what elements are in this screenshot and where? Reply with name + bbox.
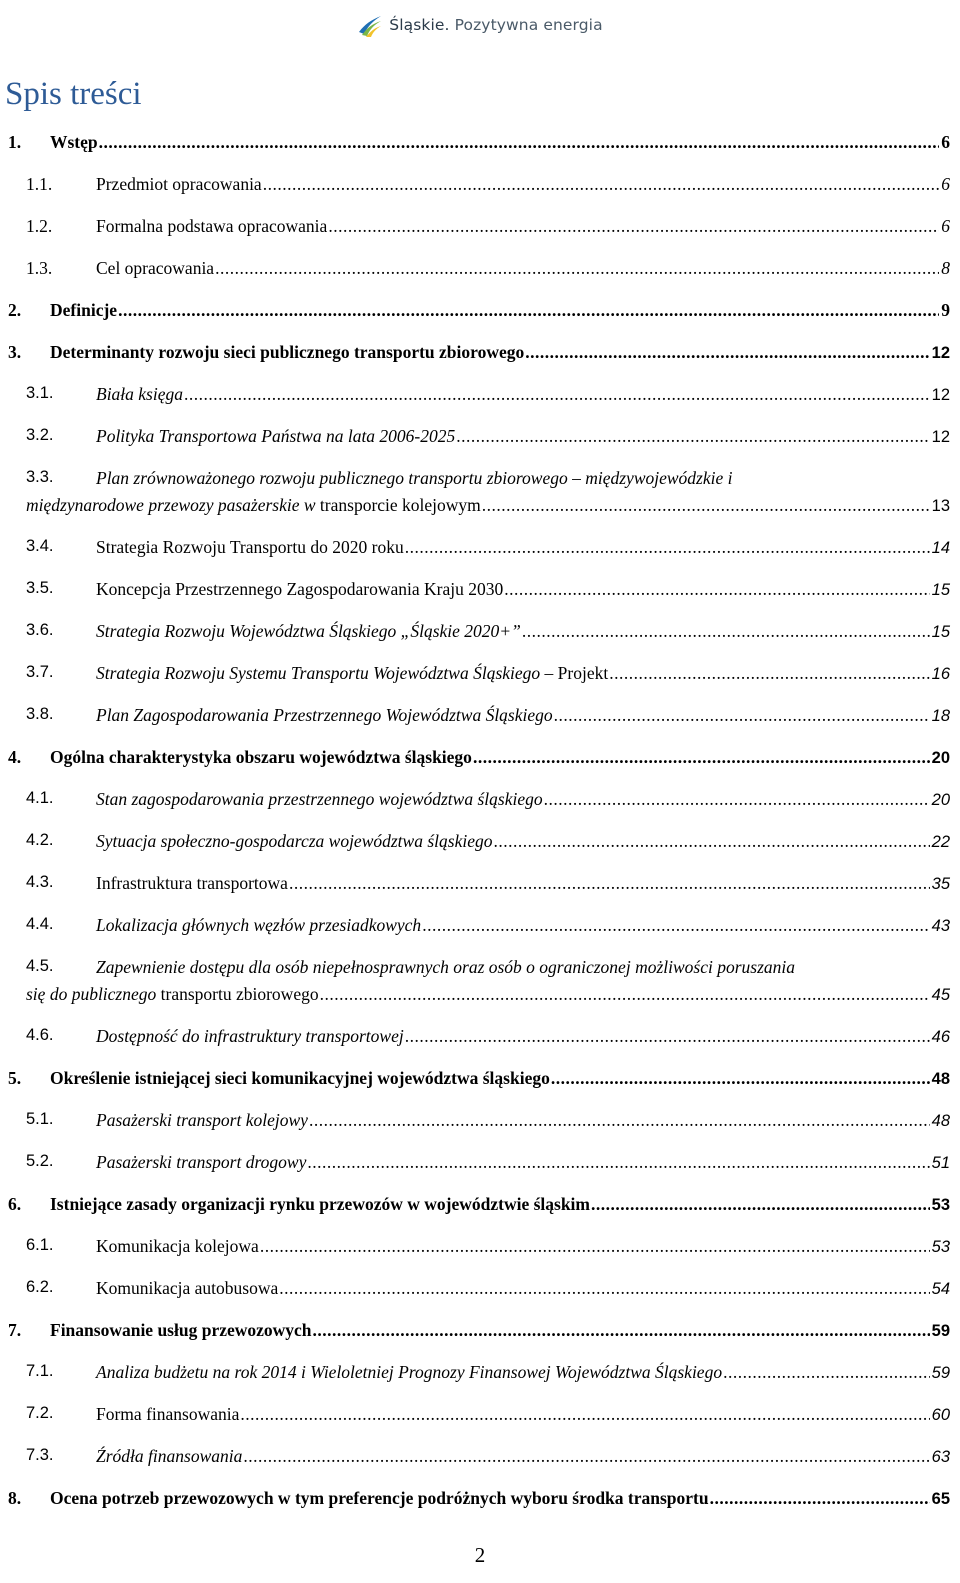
leader-dots: [544, 789, 930, 810]
toc-entry-page: 13: [931, 497, 950, 515]
toc-entry-number: 3.: [8, 342, 22, 362]
toc-entry-number: 5.: [8, 1068, 22, 1088]
leader-dots: [279, 1278, 929, 1299]
leader-dots: [215, 258, 939, 279]
toc-entry-page: 6: [941, 216, 950, 236]
toc-entry-number: 3.7.: [26, 663, 54, 681]
toc-entry-number: 4.: [8, 747, 22, 767]
leader-dots: [263, 174, 940, 195]
leader-dots: [493, 831, 929, 852]
leader-dots: [522, 621, 930, 642]
toc-entry-number: 3.1.: [26, 384, 54, 402]
toc-entry-title: Lokalizacja głównych węzłów przesiadkowych: [96, 915, 422, 935]
leader-dots: [240, 1404, 929, 1425]
toc-entry-page: 20: [931, 791, 950, 809]
toc-entry-title-continued-rest: transporcie kolejowym: [315, 495, 481, 515]
toc-entry-number: 3.3.: [26, 468, 54, 486]
toc-entry-number: 4.4.: [26, 915, 54, 933]
toc-title: Spis treści: [5, 76, 142, 112]
toc-entry-page: 15: [931, 623, 950, 641]
toc-entry-page: 53: [931, 1196, 950, 1214]
toc-entry-title: Komunikacja autobusowa: [96, 1278, 279, 1298]
toc-entry-page: 60: [931, 1406, 950, 1424]
toc-entry-page: 9: [941, 300, 950, 320]
leader-dots: [307, 1152, 929, 1173]
leader-dots: [405, 1026, 930, 1047]
toc-entry-title: Koncepcja Przestrzennego Zagospodarowania Kraju 2030: [96, 579, 504, 599]
page-number: 2: [474, 1543, 486, 1567]
toc-entry-title: Przedmiot opracowania: [96, 174, 262, 194]
leader-dots: [99, 132, 940, 153]
toc-entry-page: 14: [931, 539, 950, 557]
toc-entry-title: Sytuacja społeczno-gospodarcza województwa śląskiego: [96, 831, 493, 851]
toc-entry-number: 3.8.: [26, 705, 54, 723]
leader-dots: [591, 1194, 930, 1215]
brand-name: Śląskie.: [389, 16, 450, 34]
toc-entry-title: Infrastruktura transportowa: [96, 873, 288, 893]
toc-entry-title: Ocena potrzeb przewozowych w tym preferencje podróżnych wyboru środka transportu: [50, 1488, 709, 1508]
toc-entry-number: 3.4.: [26, 537, 54, 555]
toc-entry-page: 6: [941, 132, 950, 152]
toc-entry-title: Pasażerski transport kolejowy: [96, 1110, 308, 1130]
leader-dots: [320, 984, 930, 1005]
toc-entry-page: 35: [931, 875, 950, 893]
toc-entry-page: 20: [931, 749, 950, 767]
leader-dots: [422, 915, 929, 936]
toc-entry-title: Strategia Rozwoju Województwa Śląskiego „Śląskie 2020+”: [96, 621, 521, 641]
toc-entry-title: Stan zagospodarowania przestrzennego województwa śląskiego: [96, 789, 543, 809]
toc-entry-title: Determinanty rozwoju sieci publicznego transportu zbiorowego: [50, 342, 525, 362]
toc-entry-page: 59: [931, 1364, 950, 1382]
leader-dots: [504, 579, 929, 600]
toc-entry-title-continued: się do publicznego: [26, 984, 157, 1004]
toc-entry-page: 12: [931, 428, 950, 446]
toc-entry-title: Zapewnienie dostępu dla osób niepełnosprawnych oraz osób o ograniczonej możliwości poruszania: [96, 957, 796, 977]
toc-entry-title: Analiza budżetu na rok 2014 i Wieloletniej Prognozy Finansowej Województwa Śląskiego: [96, 1362, 723, 1382]
leader-dots: [723, 1362, 930, 1383]
leader-dots: [710, 1488, 930, 1509]
toc-entry-page: 18: [931, 707, 950, 725]
toc-entry-number: 7.1.: [26, 1362, 54, 1380]
leader-dots: [405, 537, 930, 558]
toc-entry-page: 51: [931, 1154, 950, 1172]
toc-entry-title: Pasażerski transport drogowy: [96, 1152, 307, 1172]
toc-entry-title: Cel opracowania: [96, 258, 215, 278]
toc-entry-title: Dostępność do infrastruktury transportowej: [96, 1026, 404, 1046]
leader-dots: [243, 1446, 929, 1467]
toc-entry-title: Finansowanie usług przewozowych: [50, 1320, 312, 1340]
leader-dots: [609, 663, 929, 684]
leader-dots: [289, 873, 930, 894]
leader-dots: [328, 216, 939, 237]
toc-entry-number: 3.6.: [26, 621, 54, 639]
leader-dots: [473, 747, 930, 768]
toc-entry-number: 3.2.: [26, 426, 54, 444]
toc-entry-title: Formalna podstawa opracowania: [96, 216, 328, 236]
toc-entry-number: 4.3.: [26, 873, 54, 891]
toc-entry-number: 5.1.: [26, 1110, 54, 1128]
toc-entry-title-rest: Projekt: [557, 663, 609, 683]
toc-entry-title: Plan Zagospodarowania Przestrzennego Województwa Śląskiego: [96, 705, 553, 725]
toc-entry-number: 6.: [8, 1194, 22, 1214]
toc-entry-number: 6.1.: [26, 1236, 54, 1254]
toc-entry-number: 1.: [8, 132, 22, 152]
toc-entry-page: 59: [931, 1322, 950, 1340]
toc-entry-page: 46: [931, 1028, 950, 1046]
toc-entry-number: 6.2.: [26, 1278, 54, 1296]
toc-entry-number: 1.3.: [26, 258, 53, 278]
toc-entry-number: 4.5.: [26, 957, 54, 975]
toc-entry-number: 7.: [8, 1320, 22, 1340]
leader-dots: [184, 384, 930, 405]
toc-entry-number: 7.2.: [26, 1404, 54, 1422]
toc-entry-number: 5.2.: [26, 1152, 54, 1170]
toc-entry-title: Komunikacja kolejowa: [96, 1236, 259, 1256]
toc-entry-page: 45: [931, 986, 950, 1004]
leader-dots: [456, 426, 929, 447]
leader-dots: [118, 300, 939, 321]
toc-entry-page: 48: [931, 1070, 950, 1088]
toc-entry-title: Strategia Rozwoju Transportu do 2020 roku: [96, 537, 404, 557]
toc-entry-page: 6: [941, 174, 950, 194]
toc-entry-number: 1.1.: [26, 174, 53, 194]
toc-entry-number: 4.6.: [26, 1026, 54, 1044]
toc-entry-title: Ogólna charakterystyka obszaru województwa śląskiego: [50, 747, 472, 767]
toc-entry-page: 22: [931, 833, 950, 851]
leader-dots: [554, 705, 930, 726]
toc-entry-page: 53: [931, 1238, 950, 1256]
leader-dots: [313, 1320, 930, 1341]
toc-entry-page: 65: [931, 1490, 950, 1508]
toc-entry-title: Źródła finansowania: [96, 1446, 243, 1466]
toc-entry-page: 54: [931, 1280, 950, 1298]
toc-entry-title: Strategia Rozwoju Systemu Transportu Województwa Śląskiego –: [96, 663, 558, 683]
toc-entry-title: Biała księga: [96, 384, 183, 404]
toc-entry-number: 8.: [8, 1488, 22, 1508]
toc-entry-page: 16: [931, 665, 950, 683]
leader-dots: [525, 342, 929, 363]
toc-entry-title: Definicje: [50, 300, 118, 320]
tagline: Pozytywna energia: [449, 16, 603, 34]
toc-entry-title: Polityka Transportowa Państwa na lata 2006-2025: [96, 426, 456, 446]
toc-entry-title: Plan zrównoważonego rozwoju publicznego transportu zbiorowego – międzywojewódzkie i: [96, 468, 733, 488]
toc-entry-number: 3.5.: [26, 579, 54, 597]
toc-entry-number: 1.2.: [26, 216, 53, 236]
toc-entry-page: 15: [931, 581, 950, 599]
leader-dots: [309, 1110, 930, 1131]
toc-entry-page: 63: [931, 1448, 950, 1466]
leader-dots: [551, 1068, 930, 1089]
toc-entry-title: Forma finansowania: [96, 1404, 240, 1424]
toc-entry-title-continued: międzynarodowe przewozy pasażerskie w: [26, 495, 316, 515]
toc-entry-number: 7.3.: [26, 1446, 54, 1464]
toc-entry-title: Określenie istniejącej sieci komunikacyjnej województwa śląskiego: [50, 1068, 550, 1088]
leader-dots: [260, 1236, 930, 1257]
toc-entry-number: 4.1.: [26, 789, 54, 807]
toc-entry-title: Wstęp: [50, 132, 98, 152]
leader-dots: [482, 495, 930, 516]
toc-entry-number: 2.: [8, 300, 22, 320]
toc-entry-title: Istniejące zasady organizacji rynku przewozów w województwie śląskim: [50, 1194, 590, 1214]
toc-entry-page: 12: [931, 344, 950, 362]
toc-entry-page: 12: [931, 386, 950, 404]
toc-entry-title-continued-rest: transportu zbiorowego: [156, 984, 319, 1004]
toc-entry-page: 48: [931, 1112, 950, 1130]
toc-entry-number: 4.2.: [26, 831, 54, 849]
toc-entry-page: 8: [941, 258, 950, 278]
toc-entry-page: 43: [931, 917, 950, 935]
